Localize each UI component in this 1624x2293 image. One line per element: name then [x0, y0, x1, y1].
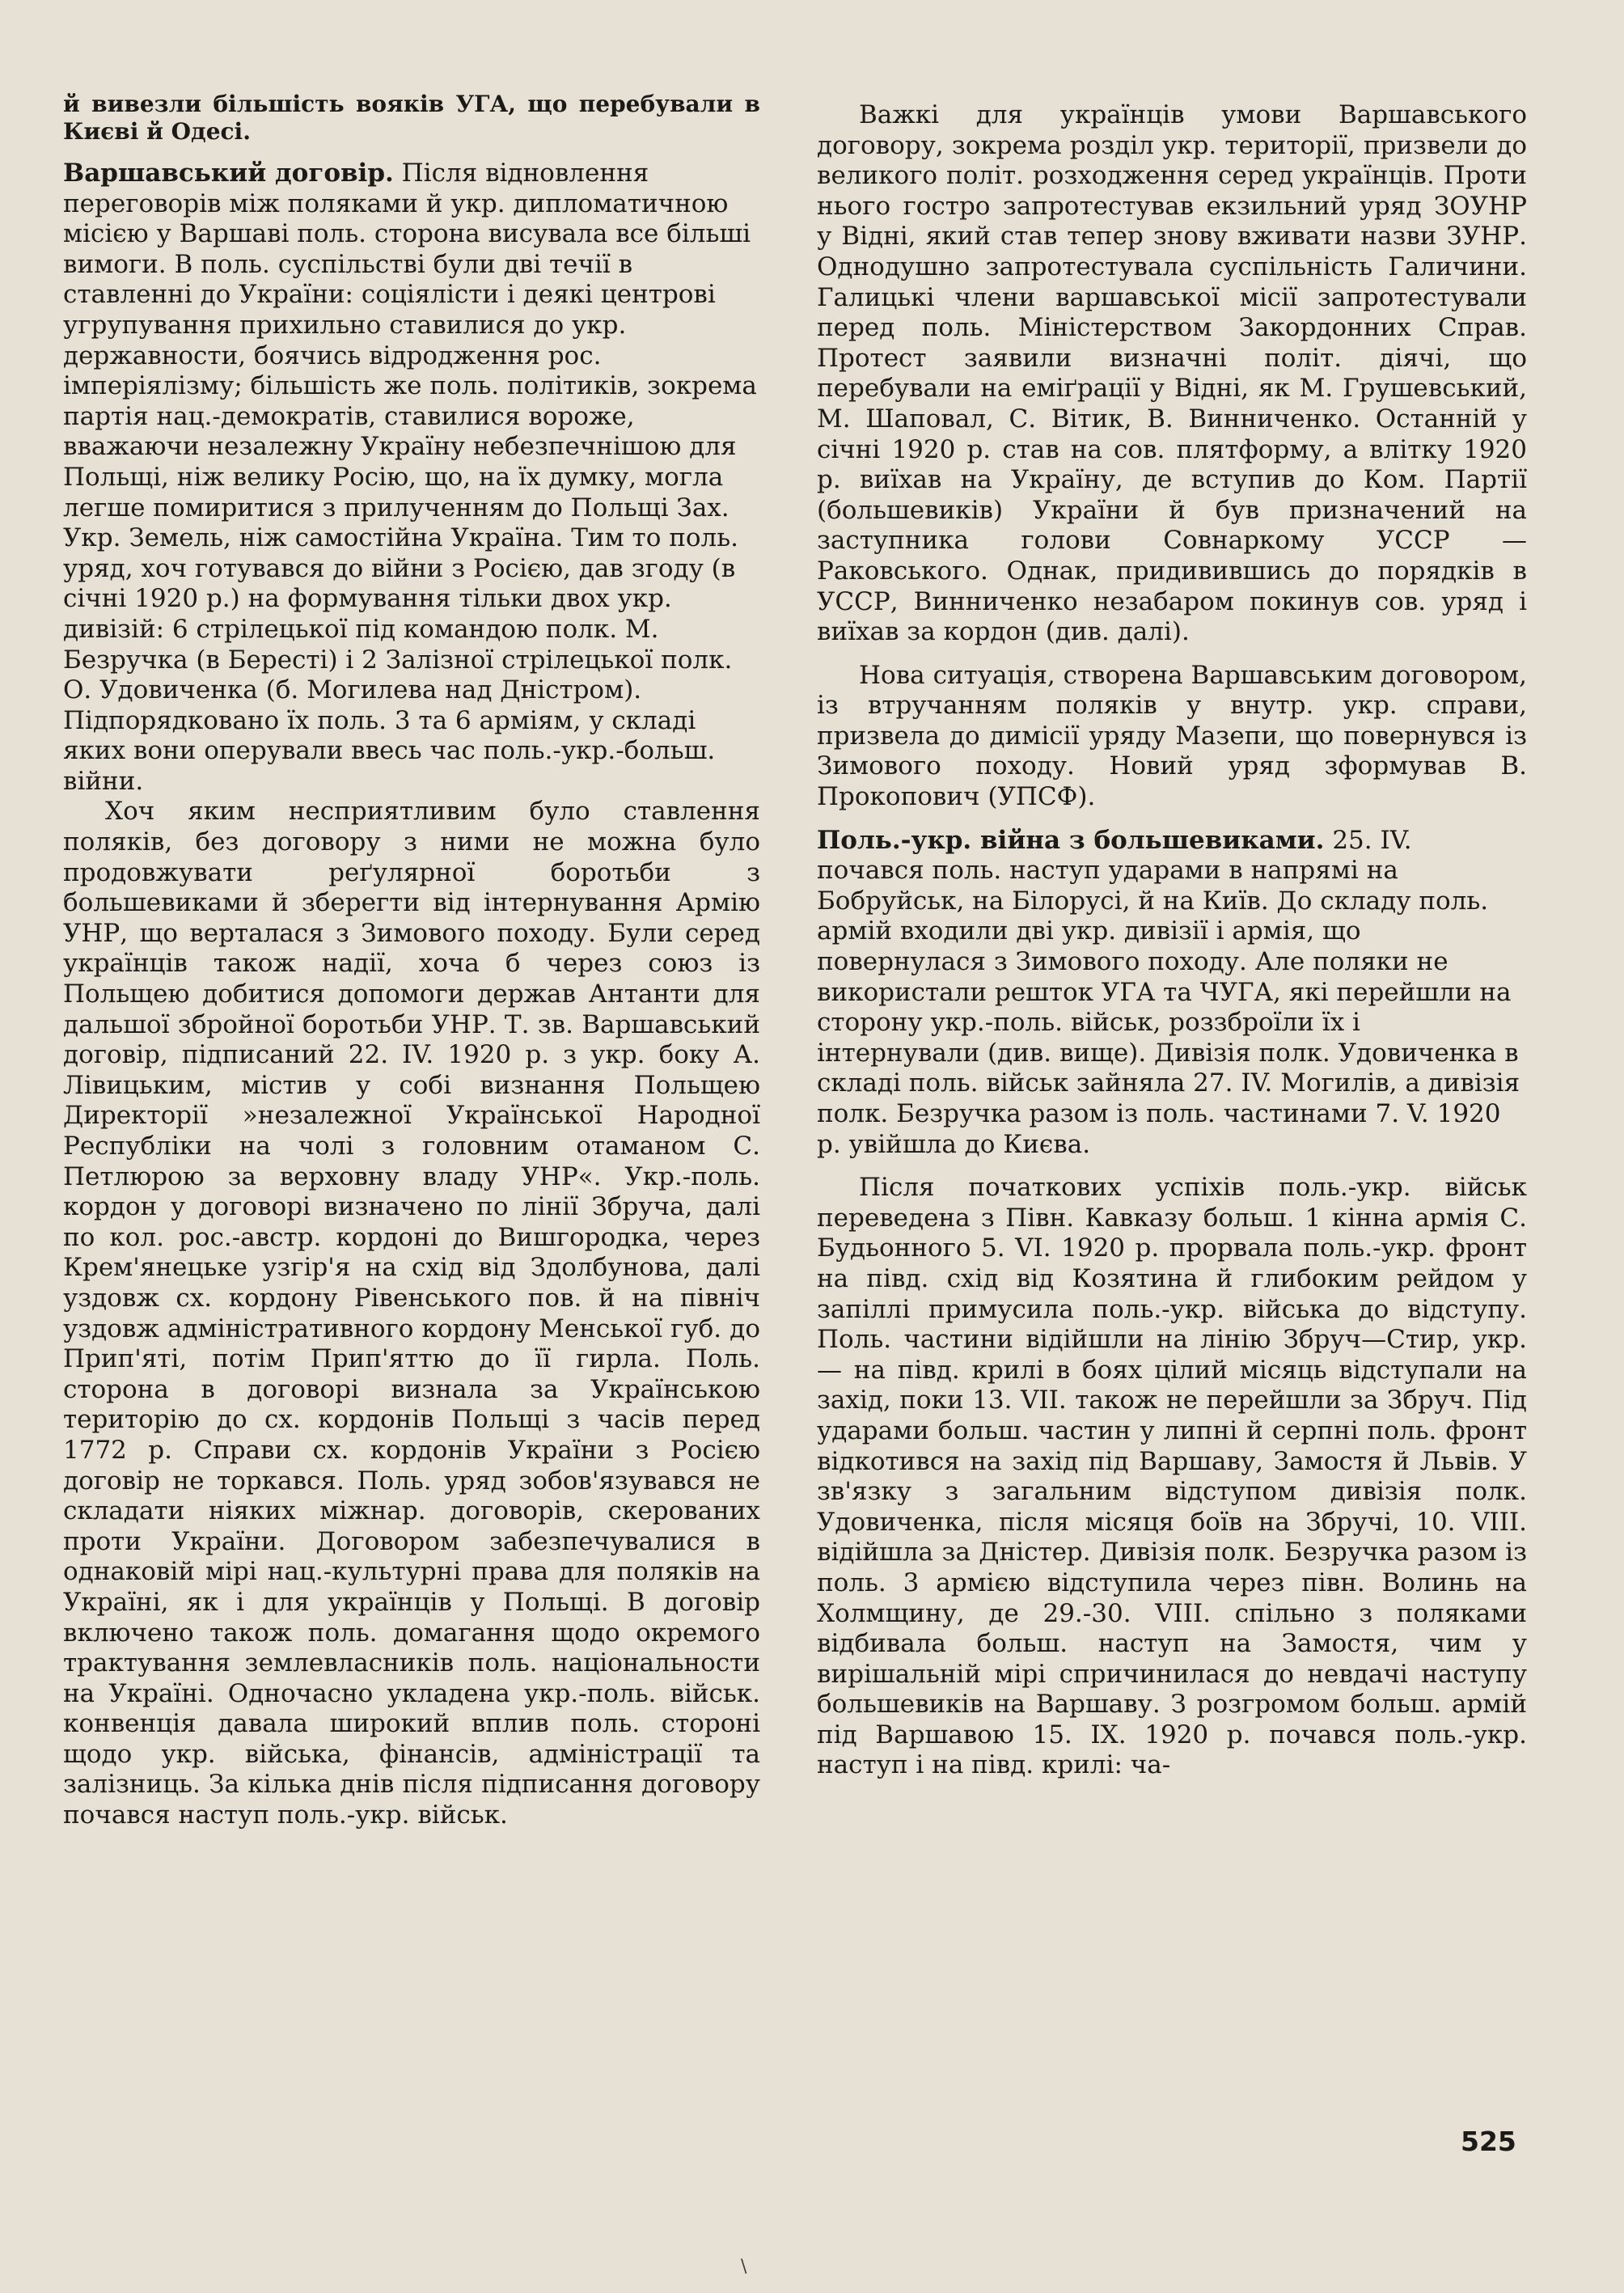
- right-column: [817, 91, 1527, 1781]
- edge-mark: \: [741, 2257, 747, 2277]
- section-heading-polish-ukrainian-war: Поль.-укр. війна з большевиками.: [817, 825, 1325, 855]
- page-number: 525: [1461, 2126, 1516, 2157]
- lead-paragraph: й вивезли більшість вояків УГА, що перебували в Києві й Одесі.: [63, 91, 760, 145]
- left-column: [63, 91, 760, 1831]
- body-paragraph: Нова ситуація, створена Варшавським договором, із втручанням поляків у внутр. укр. справи, призвела до димісії уряду Мазепи, що повернувся із Зимового походу. Новий уряд зформував В. Прокопович (УПСФ).: [817, 660, 1527, 812]
- paragraph-body: Після відновлення переговорів між поляками й укр. дипломатичною місією у Варшаві поль. сторона висувала все більші вимоги. В поль. суспільстві були дві течії в ставленні до України: соціялісти і деякі центрові угрупування прихильно ставилися до укр. державности, боячись відродження рос. імперіялізму; більшість же поль. політиків, зокрема партія нац.-демократів, ставилися вороже, вважаючи незалежну Україну небезпечнішою для Польщі, ніж велику Росію, що, на їх думку, могла легше помиритися з прилученням до Польщі Зах. Укр. Земель, ніж самостійна Україна. Тим то поль. уряд, хоч готувався до війни з Росією, дав згоду (в січні 1920 р.) на формування тільки двох укр. дивізій: 6 стрілецької під командою полк. М. Безручка (в Бересті) і 2 Залізної стрілецької полк. О. Удовиченка (б. Могилева над Дністром). Підпорядковано їх поль. 3 та 6 арміям, у складі яких вони оперували ввесь час поль.-укр.-больш. війни.: [63, 159, 757, 796]
- body-paragraph: Важкі для українців умови Варшавського договору, зокрема розділ укр. території, призвели до великого політ. розходження серед українців. Проти нього гостро запротестував екзильний уряд ЗОУНР у Відні, який став тепер знову вживати назви ЗУНР. Однодушно запротестувала суспільність Галичини. Галицькі члени варшавської місії запротестували перед поль. Міністерством Закордонних Справ. Протест заявили визначні політ. діячі, що перебували на еміґрації у Відні, як М. Грушевський, М. Шаповал, С. Вітик, В. Винниченко. Останній у січні 1920 р. став на сов. плятформу, а влітку 1920 р. виїхав на Україну, де вступив до Ком. Партії (большевиків) України й був призначений на заступника голови Совнаркому УССР — Раковського. Однак, придивившись до порядків в УССР, Винниченко незабаром покинув сов. уряд і виїхав за кордон (див. далі).: [817, 100, 1527, 647]
- body-paragraph: Після початкових успіхів поль.-укр. військ переведена з Півн. Кавказу больш. 1 кінна армія С. Будьонного 5. VI. 1920 р. прорвала поль.-укр. фронт на півд. схід від Козятина й глибоким рейдом у запіллі примусила поль.-укр. війська до відступу. Поль. частини відійшли на лінію Збруч—Стир, укр. — на півд. крилі в боях цілий місяць відступали на захід, поки 13. VII. також не перейшли за Збруч. Під ударами больш. частин у липні й серпні поль. фронт відкотився на захід під Варшаву, Замостя й Львів. У зв'язку з загальним відступом дивізія полк. Удовиченка, після місяця боїв на Збручі, 10. VIII. відійшла за Дністер. Дивізія полк. Безручка разом із поль. 3 армією відступила через півн. Волинь на Холмщину, де 29.-30. VIII. спільно з поляками відбивала больш. наступ на Замостя, чим у вирішальній мірі спричинилася до невдачі наступу большевиків на Варшаву. З розгромом больш. армій під Варшавою 15. IX. 1920 р. почався поль.-укр. наступ і на півд. крилі: ча-: [817, 1173, 1527, 1780]
- body-paragraph: Хоч яким несприятливим було ставлення поляків, без договору з ними не можна було продовжувати реґулярної боротьби з большевиками й зберегти від інтернування Армію УНР, що верталася з Зимового походу. Були серед українців також надії, хоча б через союз із Польщею добитися допомоги держав Антанти для дальшої збройної боротьби УНР. Т. зв. Варшавський договір, підписаний 22. IV. 1920 р. з укр. боку А. Лівицьким, містив у собі визнання Польщею Директорії »незалежної Української Народної Республіки на чолі з головним отаманом С. Петлюрою за верховну владу УНР«. Укр.-поль. кордон у договорі визначено по лінії Збруча, далі по кол. рос.-австр. кордоні до Вишгородка, через Крем'янецьке узгір'я на схід від Здолбунова, далі уздовж сх. кордону Рівенського пов. й на північ уздовж адміністративного кордону Менської губ. до Прип'яті, потім Прип'яттю до її гирла. Поль. сторона в договорі визнала за Українською територію до сх. кордонів Польщі з часів перед 1772 р. Справи сх. кордонів України з Росією договір не торкався. Поль. уряд зобов'язувався не складати ніяких міжнар. договорів, скерованих проти України. Договором забезпечувалися в однаковій мірі нац.-культурні права для поляків на Україні, як і для українців у Польщі. В договір включено також поль. домагання щодо окремого трактування землевласників поль. національности на Україні. Одночасно укладена укр.-поль. військ. конвенція давала широкий вплив поль. стороні щодо укр. війська, фінансів, адміністрації та залізниць. За кілька днів після підписання договору почався наступ поль.-укр. військ.: [63, 797, 760, 1830]
- paragraph-body: 25. IV. почався поль. наступ ударами в напрямі на Бобруйськ, на Білорусі, й на Київ. До складу поль. армій входили дві укр. дивізії і армія, що повернулася з Зимового походу. Але поляки не використали решток УГА та ЧУГА, які перейшли на сторону укр.-поль. військ, роззброїли їх і інтернували (див. вище). Дивізія полк. Удовиченка в складі поль. військ зайняла 27. IV. Могилів, а дивізія полк. Безручка разом із поль. частинами 7. V. 1920 р. увійшла до Києва.: [817, 825, 1520, 1159]
- section-heading-warsaw-treaty: Варшавський договір.: [63, 159, 394, 188]
